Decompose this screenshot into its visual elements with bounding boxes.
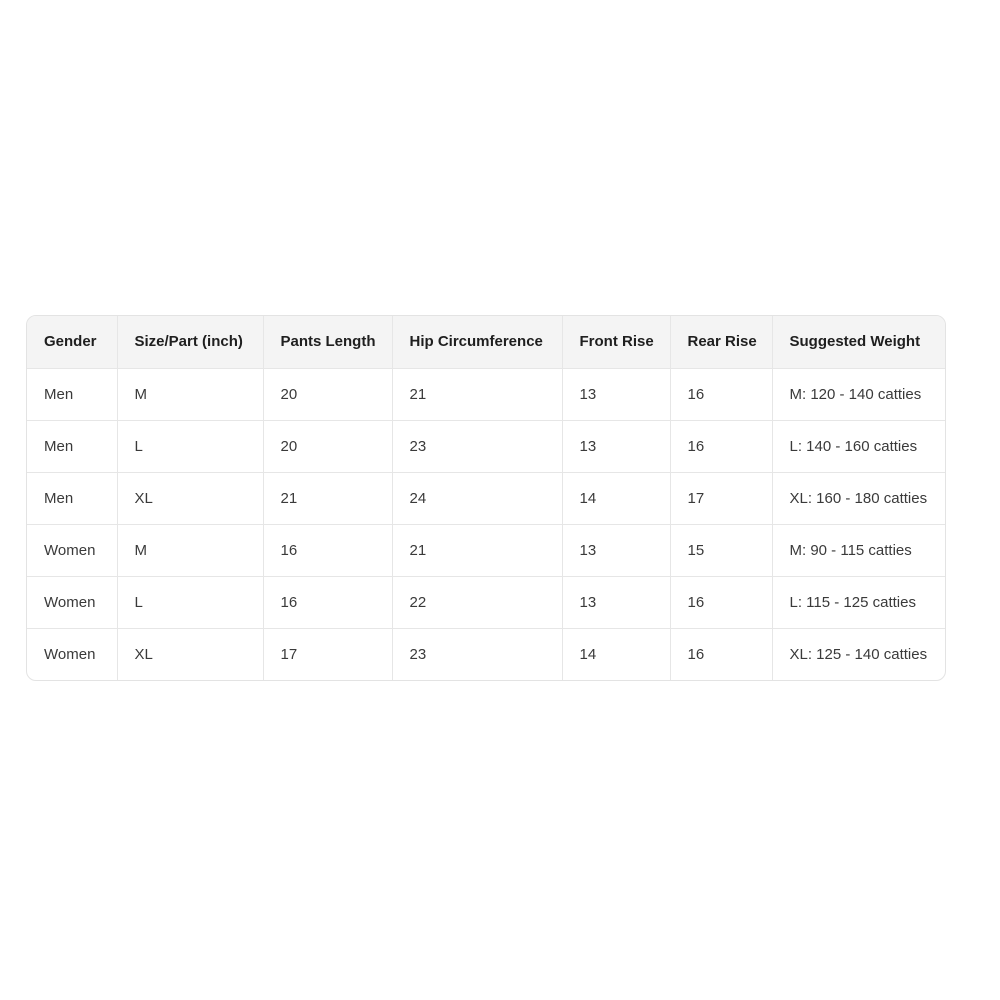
cell-hip-circumference: 23: [392, 420, 562, 472]
cell-rear-rise: 16: [670, 368, 772, 420]
cell-rear-rise: 16: [670, 576, 772, 628]
cell-size: XL: [117, 472, 263, 524]
cell-rear-rise: 16: [670, 420, 772, 472]
cell-suggested-weight: M: 120 - 140 catties: [772, 368, 945, 420]
cell-gender: Women: [27, 628, 117, 680]
table-row: [27, 524, 945, 576]
header-hip-circumference: Hip Circumference: [392, 316, 562, 368]
cell-gender: Men: [27, 420, 117, 472]
cell-pants-length: 17: [263, 628, 392, 680]
cell-suggested-weight: L: 140 - 160 catties: [772, 420, 945, 472]
cell-pants-length: 20: [263, 420, 392, 472]
header-suggested-weight: Suggested Weight: [772, 316, 945, 368]
cell-hip-circumference: 21: [392, 524, 562, 576]
cell-suggested-weight: M: 90 - 115 catties: [772, 524, 945, 576]
cell-pants-length: 21: [263, 472, 392, 524]
cell-size: M: [117, 524, 263, 576]
header-pants-length: Pants Length: [263, 316, 392, 368]
cell-hip-circumference: 24: [392, 472, 562, 524]
cell-suggested-weight: XL: 125 - 140 catties: [789, 645, 928, 663]
cell-front-rise: 13: [562, 576, 670, 628]
cell-pants-length: 16: [263, 524, 392, 576]
cell-hip-circumference: 23: [392, 628, 562, 680]
cell-front-rise: 13: [562, 368, 670, 420]
cell-pants-length: 16: [263, 576, 392, 628]
cell-front-rise: 14: [562, 472, 670, 524]
table-row: [27, 420, 945, 472]
cell-hip-circumference: 21: [392, 368, 562, 420]
cell-gender: Women: [27, 524, 117, 576]
cell-suggested-weight: L: 115 - 125 catties: [772, 576, 945, 628]
cell-size: L: [117, 576, 263, 628]
cell-gender: Men: [27, 368, 117, 420]
cell-front-rise: 13: [562, 524, 670, 576]
cell-front-rise: 14: [562, 628, 670, 680]
cell-rear-rise: 17: [670, 472, 772, 524]
table-row: [27, 628, 945, 680]
cell-front-rise: 13: [562, 420, 670, 472]
table-header-row: [27, 316, 945, 368]
size-chart-table: [27, 316, 945, 680]
cell-gender: Men: [27, 472, 117, 524]
header-size-part: Size/Part (inch): [117, 316, 263, 368]
cell-size: XL: [117, 628, 263, 680]
cell-rear-rise: 16: [670, 628, 772, 680]
size-chart-table-container: [26, 315, 946, 681]
header-rear-rise: Rear Rise: [670, 316, 772, 368]
cell-size: M: [117, 368, 263, 420]
header-gender: Gender: [27, 316, 117, 368]
table-row: [27, 576, 945, 628]
table-row: [27, 472, 945, 524]
cell-suggested-weight: XL: 160 - 180 catties: [772, 472, 945, 524]
table-row: [27, 368, 945, 420]
header-front-rise: Front Rise: [562, 316, 670, 368]
cell-pants-length: 20: [263, 368, 392, 420]
cell-hip-circumference: 22: [392, 576, 562, 628]
cell-gender: Women: [27, 576, 117, 628]
cell-size: L: [117, 420, 263, 472]
cell-rear-rise: 15: [670, 524, 772, 576]
